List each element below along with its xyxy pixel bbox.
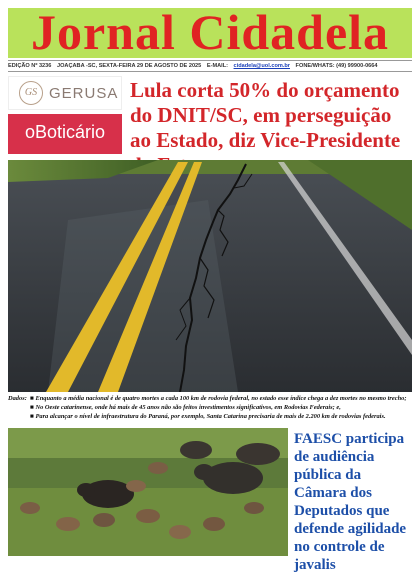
edition-number: EDIÇÃO Nº 3236	[8, 63, 52, 69]
ad-gerusa[interactable]	[8, 76, 122, 110]
notes-label: Dados:	[8, 395, 27, 402]
newspaper-title[interactable]: Jornal Cidadela	[30, 4, 390, 60]
cracked-road-photo	[8, 160, 412, 392]
wild-boars-photo	[8, 428, 288, 556]
phone-info: FONE/WHATS: (49) 99900-0664	[295, 63, 378, 69]
note-item: ■ Para alcançar o nível de infraestrutura do Paraná, por exemplo, Santa Catarina precisaria de mais de 2.200 km de rodovias federais.	[30, 412, 412, 421]
gerusa-monogram: GS	[19, 81, 43, 105]
secondary-headline[interactable]: FAESC participa de audiência pública da Câmara dos Deputados que defende agilidade no controle de javalis	[294, 431, 407, 573]
note-item: ■ No Oeste catarinense, onde há mais de 45 anos não são feitos investimentos significativos, em Rodovias Federais; e,	[30, 403, 412, 412]
main-headline[interactable]: Lula corta 50% do orçamento do DNIT/SC, em perseguição ao Estado, diz Vice-Presidente	[130, 78, 401, 152]
ad-boticario[interactable]	[8, 114, 122, 154]
location-date: JOAÇABA -SC, SEXTA-FEIRA 29 DE AGOSTO DE 2025	[56, 63, 202, 69]
notes-list	[30, 394, 412, 421]
road-illustration	[8, 160, 412, 392]
masthead	[0, 0, 420, 60]
boticario-logo: oBoticário	[24, 122, 106, 142]
email-label: E-MAIL:	[206, 63, 228, 69]
email-link[interactable]: cidadela@uol.com.br	[233, 63, 290, 69]
gerusa-name: GERUSA	[49, 85, 119, 102]
boars-illustration	[8, 428, 288, 556]
edition-info-bar	[8, 60, 412, 72]
note-item: ■ Enquanto a média nacional é de quatro mortes a cada 100 km de rodovia federal, no estado esse índice chega a dez mortes no mesmo trecho;	[30, 394, 412, 403]
data-notes	[8, 394, 412, 426]
